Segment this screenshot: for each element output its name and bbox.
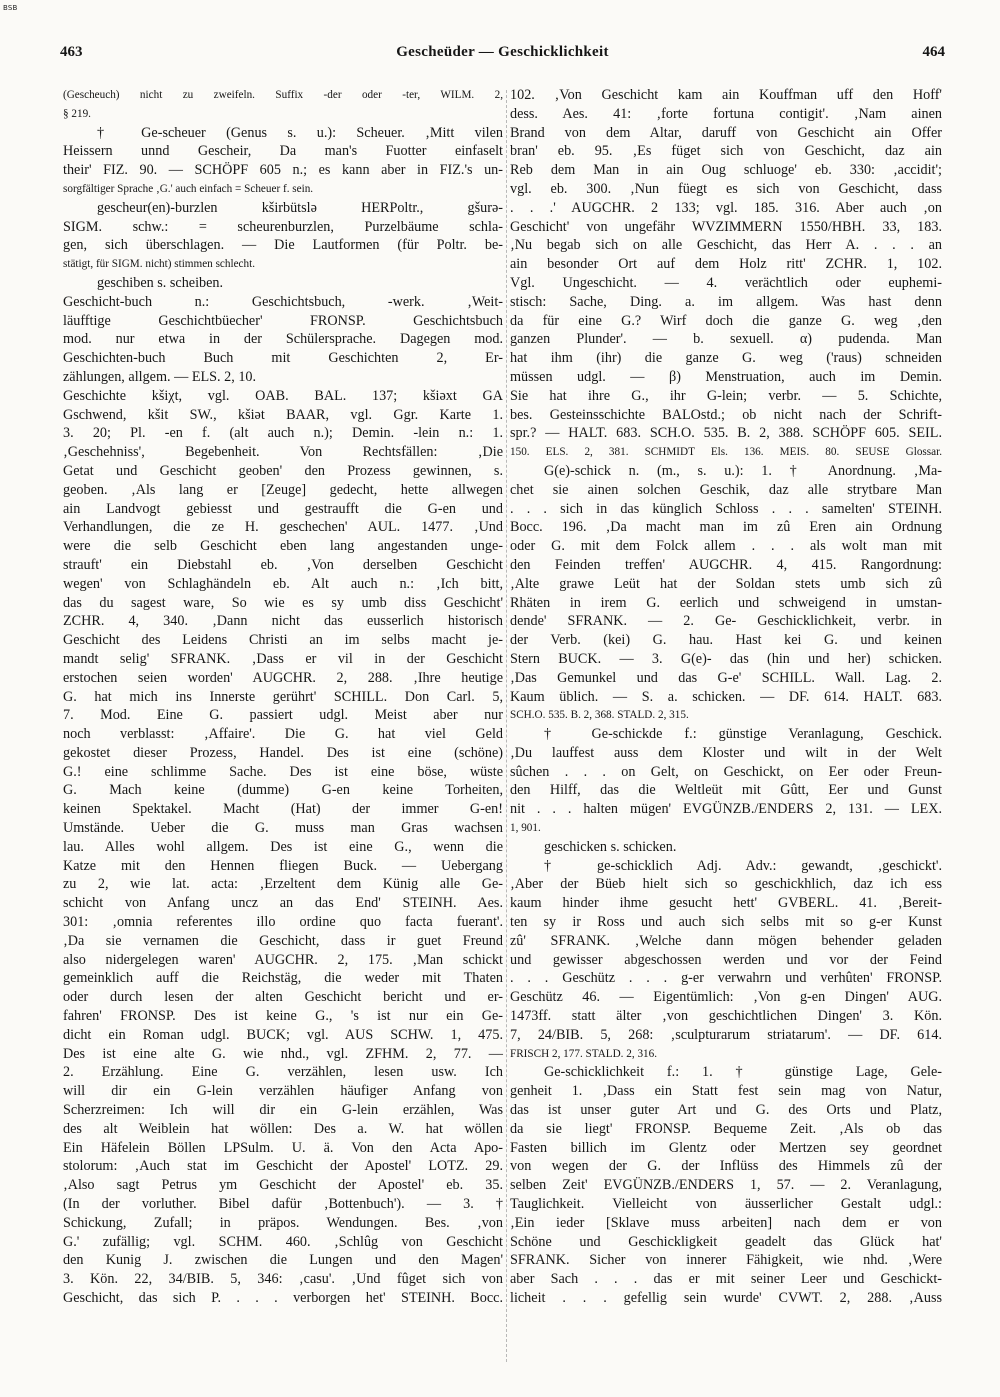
text-line: Geschütz 46. — Eigentümlich: ‚Von g-en Dingen' AUG. (510, 989, 942, 1006)
text-line: ganzen Plunder'. — b. sexuell. α) pudenda. Man (510, 331, 942, 348)
text-line: G. hat mich ins Innerste gerührt' SCHILL. Don Carl. 5, (63, 688, 503, 705)
text-line: Getat und Geschicht geoben' den Prozess gewinnen, s. (63, 462, 503, 479)
text-line: 7, 24/BIB. 5, 268: ‚sculpturarum striatarum'. — DF. 614. (510, 1026, 942, 1043)
text-line: § 219. (63, 107, 91, 120)
text-line: gekostet dieser Prozess, Handel. Des ist eine (schöne) (63, 744, 503, 761)
text-line: Geschicht, das sich P. . . . verborgen het' STEINH. Bocc. (63, 1290, 503, 1306)
left-column (63, 86, 503, 1308)
text-line: ‚Nu begab sich on alle Geschicht, das Herr A. . . . an (510, 237, 942, 254)
text-line: Bocc. 196. ‚Da macht man im zû Eren ain Ordnung (510, 519, 942, 536)
text-line: Geschichten-buch Buch mit Geschichten 2, Er- (63, 350, 503, 367)
text-line: gescheur(en)-burzlen kširbütslə HERPoltr., gšurə- (97, 199, 503, 216)
text-line: chet sie ainen solchen Geschik, daz alle strytbare Man (510, 481, 942, 498)
text-line: . . .' AUGCHR. 2 133; vgl. 185. 316. Aber auch ‚on (510, 199, 942, 216)
text-line: (In der vorluther. Bibel dafür ‚Bottenbuch'). — 3. † (63, 1196, 503, 1213)
running-header (60, 44, 945, 70)
text-line: † ge-schicklich Adj. Adv.: gewandt, ‚geschickt'. (544, 857, 942, 874)
text-line: Rhäten in irem G. eerlich und schweigend in umstan- (510, 594, 942, 611)
text-line: also nidergelegen waren' AUGCHR. 2, 175. ‚Man schickt (63, 951, 503, 968)
text-line: ‚Alte grawe Leüt hat der Soldan stets umb sich zû (510, 575, 942, 592)
text-line: 150. ELS. 2, 381. SCHMIDT Els. 136. MEIS. 80. SEUSE Glossar. (510, 446, 942, 459)
text-line: ain besonder Ort auf dem Holz ritt' ZCHR. 1, 102. (510, 256, 942, 273)
text-line: SFRANK. Sicher von innerer Fähigkeit, wie nhd. ‚Were (510, 1252, 942, 1269)
text-line: 102. ‚Von Geschicht kam ain Kouffman uff den Hoff' (510, 87, 942, 103)
text-line: were die selb Geschicht eben lang angestanden unge- (63, 538, 503, 555)
text-line: dess. Aes. 41: ‚forte fortuna contigit'. ‚Nam ainen (510, 105, 942, 122)
text-line: den Kunig J. zwischen die Lungen und den Magen' (63, 1252, 503, 1269)
text-line: gemeinklich auff die Reichstäg, die weder mit Thaten (63, 970, 503, 987)
text-line: mod. nur etwa in der Schülersprache. Dagegen mod. (63, 331, 503, 348)
text-line: läufftige Geschichtbüecher' FRONSP. Geschichtsbuch (63, 312, 503, 329)
text-line: ‚Ein ieder [Sklave muss arbeiten] nach dem er von (510, 1214, 942, 1231)
text-line: 3. Kön. 22, 34/BIB. 5, 346: ‚casu'. ‚Und fûget sich von (63, 1271, 503, 1288)
text-line: 1473ff. statt älter ‚von geschichtlichen Dingen' 3. Kön. (510, 1008, 942, 1025)
text-line: dicht ein Roman udgl. BUCK; vgl. AUS SCHW. 1, 475. (63, 1026, 503, 1043)
text-line: Verhandlungen, die ze H. geschechen' AUL. 1477. ‚Und (63, 519, 503, 536)
text-line: Schickung, Zufall; in präpos. Wendungen. Bes. ‚von (63, 1214, 503, 1231)
library-stamp: BSB (3, 4, 18, 12)
text-line: ten sy ir Ross und auch sich selbs mit so g-er Kunst (510, 914, 942, 931)
text-line: den Feinden treffen' AUGCHR. 4, 415. Rangordnung: (510, 556, 942, 573)
text-line: Scherzreimen: Ich will dir ein G-lein erzählen, Was (63, 1102, 503, 1119)
text-line: und gewisser abgeschossen werden und vor der Feind (510, 951, 942, 968)
text-line: Schöne und Geschickligkeit geadelt das Glück hat' (510, 1233, 942, 1250)
text-line: Vgl. Ungeschicht. — 4. verächtlich oder euphemi- (510, 274, 942, 291)
text-line: Ein Häfelein Böllen LPSulm. U. ä. Von den Acta Apo- (63, 1139, 503, 1156)
text-line: zu 2, wie lat. acta: ‚Erzeltent dem Künig alle Ge- (63, 876, 503, 893)
text-line: erstochen seien worden' AUGCHR. 2, 288. ‚Ihre heutige (63, 669, 503, 686)
text-line: ‚Aber der Büeb hielt sich so geschickhlich, daz ich ess (510, 876, 942, 893)
text-line: den Hilff, das die Weltleüt mit Gûtt, Eer und Gunst (510, 782, 942, 799)
right-column (510, 86, 942, 1308)
text-line: Brand von dem Altar, daruff von Geschicht ain Offer (510, 124, 942, 141)
text-line: geschiben s. scheiben. (97, 274, 224, 291)
text-line: Katze mit den Hennen fliegen Buck. — Uebergang (63, 857, 503, 874)
text-line: da für eine G.? Wirf doch die ganze G. weg ‚den (510, 312, 942, 329)
page-title: Gescheüder — Geschicklichkeit (396, 44, 609, 60)
text-line: 301: ‚omnia referentes illo ordine quo facta fuerant'. (63, 914, 503, 931)
text-line: † Ge-scheuer (Genus s. u.): Scheuer. ‚Mitt vilen (97, 124, 503, 141)
text-line: fahren' FRONSP. Des ist keine G., 's ist nur ein Ge- (63, 1008, 503, 1025)
text-line: gen, sich überschlagen. — Die Lautformen (für Poltr. be- (63, 237, 503, 254)
text-line: kaum hinder ihme gesucht hett' GVBERL. 41. ‚Bereit- (510, 895, 942, 912)
text-line: G. Mach keine (dumme) G-en keine Torheiten, (63, 782, 503, 799)
text-line: Reb dem Man in ain Oug schluoge' eb. 330: ‚accidit'; (510, 162, 942, 179)
text-line: . . . sich in das künglich Schloss . . . samelten' STEINH. (510, 500, 942, 517)
text-line: mandt selig' SFRANK. ‚Dass er vil in der Geschicht (63, 650, 503, 667)
text-line: 3. 20; Pl. -en f. (alt auch n.); Demin. -lein n.: 1. (63, 425, 503, 442)
text-line: † Ge-schickde f.: günstige Veranlagung, Geschick. (544, 726, 942, 743)
text-line: Ge-schicklichkeit f.: 1. † günstige Lage, Gele- (544, 1064, 942, 1081)
text-line: Geschicht-buch n.: Geschichtsbuch, -werk. ‚Weit- (63, 293, 503, 310)
text-line: Fasten billich im Glentz oder Mertzen sey geordnet (510, 1139, 942, 1156)
text-line: SIGM. schw.: = scheurenburzlen, Purzelbäume schla- (63, 218, 503, 235)
text-line: da sie liegt' FRONSP. Bequeme Zeit. ‚Als ob das (510, 1120, 942, 1137)
text-line: keinen Spektakel. Macht (Hat) der immer G-en! (63, 801, 503, 818)
text-line: 1, 901. (510, 822, 541, 835)
text-line: Des ist eine alte G. wie nhd., vgl. ZFHM. 2, 77. — (63, 1045, 503, 1062)
text-line: selben Zeit' EVGÜNZB./ENDERS 1, 57. — 2. Veranlagung, (510, 1177, 942, 1194)
text-line: bes. Gesteinsschichte BALOstd.; ob nicht nach der Schrift- (510, 406, 942, 423)
text-line: das du sagest ware, So wie es sy umb diss Geschicht' (63, 594, 503, 611)
text-line: ain Landvogt gebiesst und gestraufft die G-en und (63, 500, 503, 517)
text-line: lau. Alles wohl allgem. Des ist eine G., wenn die (63, 838, 503, 855)
text-line: sorgfältiger Sprache ‚G.' auch einfach = Scheuer f. sein. (63, 182, 314, 195)
text-line: ZCHR. 4, 340. ‚Dann nicht das eusserlich historisch (63, 613, 503, 630)
text-line: wegen' von Schlaghändeln eb. Alt auch n.: ‚Ich bitt, (63, 575, 503, 592)
text-line: bran' eb. 95. ‚Es füget sich von Geschicht, daz ain (510, 143, 942, 160)
text-line: (Gescheuch) nicht zu zweifeln. Suffix -der oder -ter, WILM. 2, (63, 89, 503, 101)
page-number-right: 464 (922, 44, 945, 60)
column-divider (506, 90, 507, 1362)
text-line: noch verblasst: ‚Affaire'. Die G. hat viel Geld (63, 726, 503, 743)
text-line: ‚Geschehniss', Begebenheit. Von Rechtsfällen: ‚Die (63, 444, 503, 461)
text-line: Sie hat ihre G., ihr G-lein; verbr. — 5. Schichte, (510, 387, 942, 404)
text-line: ‚Du lauffest auss dem Kloster und wilt in der Welt (510, 744, 942, 761)
text-line: schicht von Anfang uncz an das End' STEINH. Aes. (63, 895, 503, 912)
text-line: vgl. eb. 300. ‚Nun füegt es sich von Geschicht, dass (510, 180, 942, 197)
text-line: zû' SFRANK. ‚Welche dann mögen behender geladen (510, 932, 942, 949)
text-line: geoben. ‚Als lang er [Zeuge] gedecht, hette allwegen (63, 481, 503, 498)
text-line: hat ihm (ihr) die ganze G. weg ('raus) schneiden (510, 350, 942, 367)
text-line: Geschichte kšiχt, vgl. OAB. BAL. 137; kšiəxt GA (63, 387, 503, 404)
text-line: ‚Da sie vernamen die Geschicht, dass ir guet Freund (63, 932, 503, 949)
text-line: FRISCH 2, 177. STALD. 2, 316. (510, 1047, 658, 1060)
text-line: nit . . . halten mügen' EVGÜNZB./ENDERS 2, 131. — LEX. (510, 801, 942, 818)
text-line: licheit . . . gefellig sein wurde' CVWT. 2, 288. ‚Auss (510, 1290, 942, 1306)
text-line: ‚Das Gemunkel und das G-e' SCHILL. Wall. Lag. 2. (510, 669, 942, 686)
text-line: G.! eine schlimme Sache. Des ist eine böse, wüste (63, 763, 503, 780)
text-line: 7. Mod. Eine G. passiert udgl. Meist aber nur (63, 707, 503, 724)
text-line: strauft' ein Diebstahl eb. ‚Von derselben Geschicht (63, 556, 503, 573)
text-line: sûchen . . . on Gelt, on Geschickt, on Eer oder Freun- (510, 763, 942, 780)
text-line: dende' SFRANK. — 2. Ge- Geschicklichkeit, verbr. in (510, 613, 942, 630)
text-line: zählungen, allgem. — ELS. 2, 10. (63, 368, 257, 385)
text-line: Tauglichkeit. Vielleicht von äusserlicher Gestalt udgl.: (510, 1196, 942, 1213)
text-line: G(e)-schick n. (m., s. u.): 1. † Anordnung. ‚Ma- (544, 462, 942, 479)
text-line: oder G. mit dem Folck allem . . . als wolt man mit (510, 538, 942, 555)
text-line: stolorum: ‚Auch stat im Geschicht der Apostel' LOTZ. 29. (63, 1158, 503, 1175)
text-line: des alt Weiblein hat wöllen: Des a. W. hat wöllen (63, 1120, 503, 1137)
text-line: Gschwend, kšit SW., kšiət BAAR, vgl. Ggr. Karte 1. (63, 406, 503, 423)
text-line: Umstände. Ueber die G. muss man Gras wachsen (63, 820, 503, 837)
text-line: Stern BUCK. — 3. G(e)- das (hin und her) schicken. (510, 650, 942, 667)
page-number-left: 463 (60, 44, 83, 60)
text-line: stätigt, für SIGM. nicht) stimmen schlecht. (63, 258, 256, 271)
text-line: their' FIZ. 90. — SCHÖPF 605 n.; es kann aber in FIZ.'s un- (63, 162, 503, 179)
text-line: 2. Erzählung. Eine G. verzählen, lesen usw. Ich (63, 1064, 503, 1081)
text-line: von wegen der G. der Inflüss des Himmels zû der (510, 1158, 942, 1175)
text-line: ‚Also sagt Petrus ym Geschicht der Apostel' eb. 35. (63, 1177, 503, 1194)
text-line: Geschicht' von ungefähr WVZIMMERN 1550/HBH. 33, 183. (510, 218, 942, 235)
text-line: müssen udgl. — β) Menstruation, auch im Demin. (510, 368, 942, 385)
text-line: Heissern unnd Gescheir, Da man's Fuotter einfaselt (63, 143, 503, 160)
text-line: spr.? — HALT. 683. SCH.O. 535. B. 2, 388. SCHÖPF 605. SEIL. (510, 425, 942, 442)
text-line: G.' zufällig; vgl. SCHM. 460. ‚Schlûg von Geschicht (63, 1233, 503, 1250)
text-line: . . . Geschütz . . . g-er verwahrn und verhûten' FRONSP. (510, 970, 942, 987)
text-line: der Verb. (kei) G. hau. Hast kei G. und keinen (510, 632, 942, 649)
text-line: Geschicht des Leidens Christi an im selbs macht je- (63, 632, 503, 649)
text-line: stisch: Sache, Ding. a. im allgem. Was hast denn (510, 293, 942, 310)
text-line: aber Sach . . . das er mit seiner Leer und Geschickt- (510, 1271, 942, 1288)
text-line: genheit 1. ‚Dass ein Statt fest sein mag von Natur, (510, 1083, 942, 1100)
text-line: oder durch lesen der alten Geschicht bericht und er- (63, 989, 503, 1006)
text-line: Kaum üblich. — S. a. schicken. — DF. 614. HALT. 683. (510, 688, 942, 705)
text-line: das ist unser guter Art und G. des Orts und Platz, (510, 1102, 942, 1119)
text-line: geschicken s. schicken. (544, 838, 677, 855)
text-line: SCH.O. 535. B. 2, 368. STALD. 2, 315. (510, 709, 689, 722)
text-line: will dir ein G-lein verzählen häufiger Anfang von (63, 1083, 503, 1100)
